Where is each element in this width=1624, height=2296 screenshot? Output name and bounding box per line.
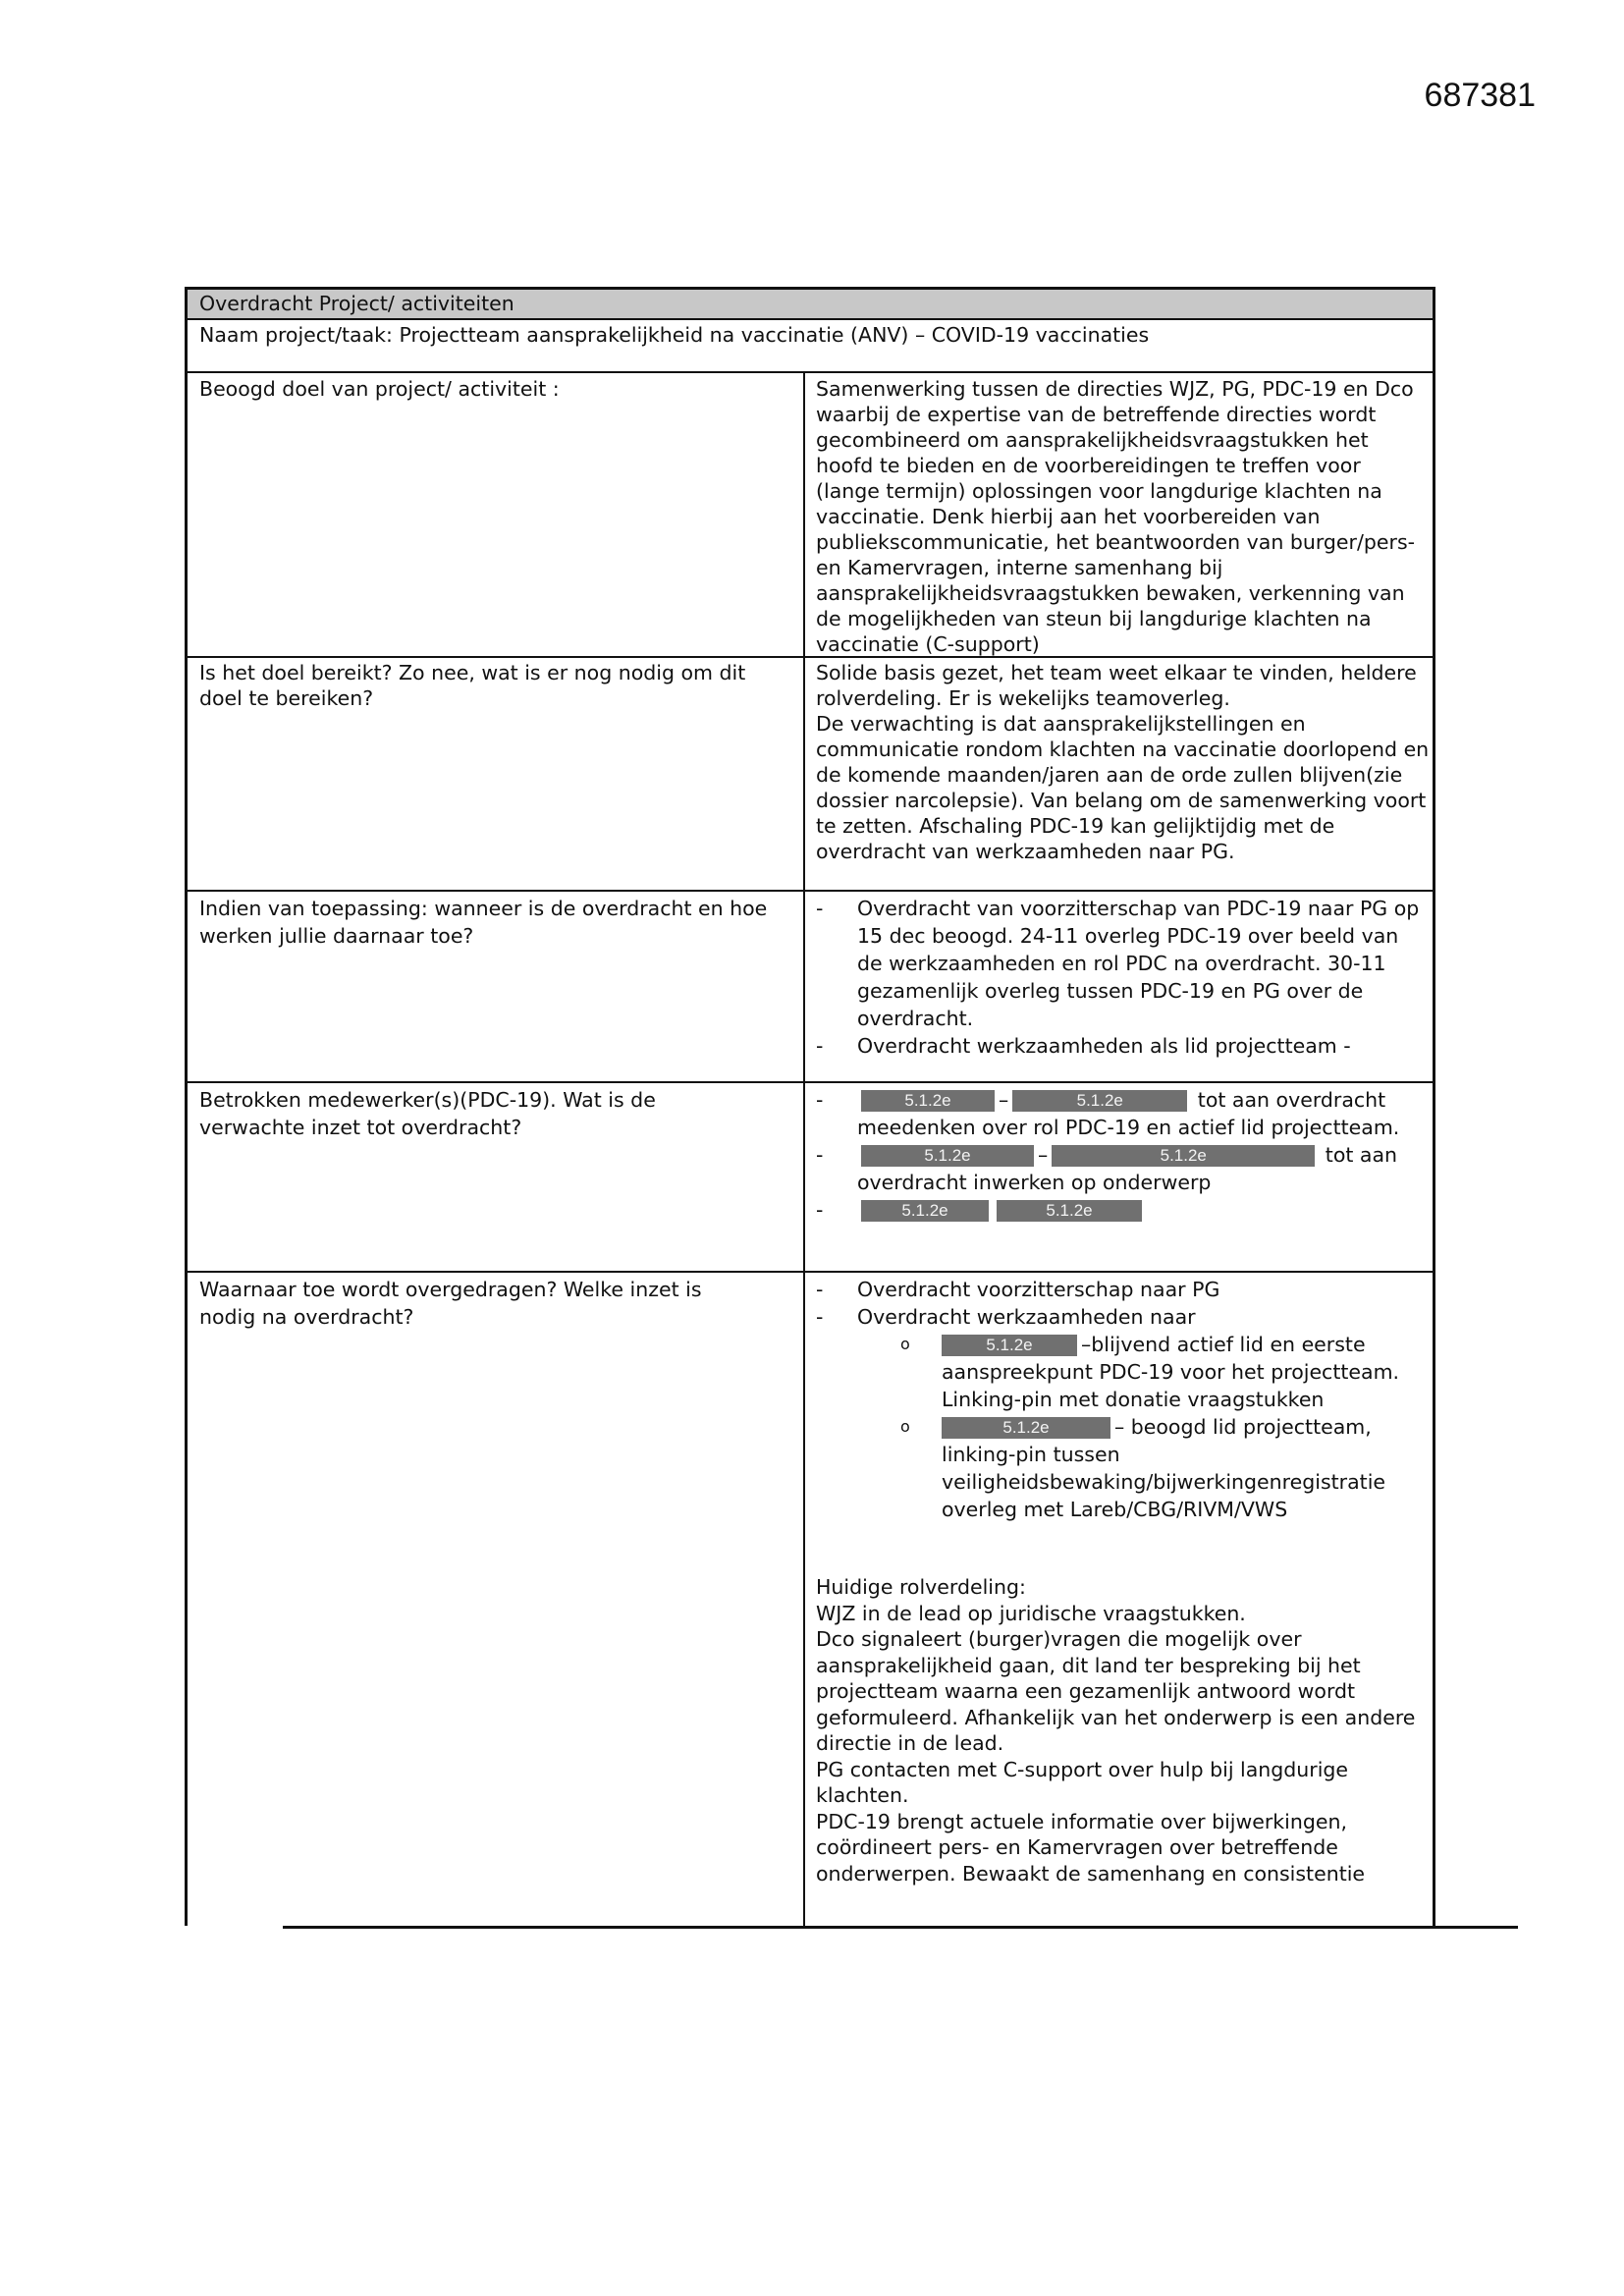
redaction-box: 5.1.2e: [997, 1200, 1142, 1222]
table-row: [188, 1273, 1433, 1929]
sub-list-item: [816, 1331, 1430, 1413]
row-answer: [816, 1276, 1430, 1886]
redaction-box: 5.1.2e: [861, 1200, 989, 1222]
table-row: [188, 658, 1433, 892]
table-row: [188, 892, 1433, 1083]
answer-paragraph: Solide basis gezet, het team weet elkaar te vinden, heldere rolverdeling. Er is wekelijks teamoverleg.: [816, 661, 1417, 710]
row-question: Betrokken medewerker(s)(PDC-19). Wat is de verwachte inzet tot overdracht?: [199, 1088, 656, 1139]
redaction-box: 5.1.2e: [942, 1417, 1110, 1439]
list-item: - Overdracht werkzaamheden naar: [816, 1303, 1430, 1331]
roles-title: Huidige rolverdeling:: [816, 1575, 1026, 1599]
redaction-box: 5.1.2e: [942, 1335, 1077, 1356]
list-item: - Overdracht van voorzitterschap van PDC-19 naar PG op 15 dec beoogd. 24-11 overleg PDC-19 over beeld van de werkzaamheden en rol PDC na overdracht. 30-11 gezamenlijk overleg tussen PDC-19 en PG over de overdracht.: [816, 895, 1430, 1032]
sub-list-text: –blijvend actief lid en eerste aanspreekpunt PDC-19 voor het projectteam. Linking-pin met donatie vraagstukken: [942, 1333, 1400, 1411]
table-bottom-line-gap: [185, 1926, 283, 1929]
answer-paragraph: De verwachting is dat aansprakelijkstellingen en communicatie rondom klachten na vaccinatie doorlopend en de komende maanden/jaren aan de orde zullen blijven(zie dossier narcolepsie). Van belang om de samenwerking voort te zetten. Afschaling PDC-19 kan gelijktijdig met de overdracht van werkzaamheden naar PG.: [816, 712, 1430, 863]
project-name: Naam project/taak: Projectteam aansprakelijkheid na vaccinatie (ANV) – COVID-19 vaccinaties: [199, 323, 1150, 347]
row-question: Beoogd doel van project/ activiteit :: [199, 377, 560, 401]
roles-paragraph: WJZ in de lead op juridische vraagstukken.: [816, 1601, 1246, 1625]
list-item: - 5.1.2e – 5.1.2e tot aan overdracht meedenken over rol PDC-19 en actief lid projectteam.: [816, 1086, 1430, 1141]
handover-table: [185, 287, 1435, 1929]
row-question: Waarnaar toe wordt overgedragen? Welke inzet is nodig na overdracht?: [199, 1278, 702, 1329]
redaction-box: 5.1.2e: [861, 1090, 995, 1112]
row-question: Is het doel bereikt? Zo nee, wat is er nog nodig om dit doel te bereiken?: [199, 661, 746, 710]
table-header-title: Overdracht Project/ activiteiten: [199, 292, 514, 315]
list-item: - Overdracht voorzitterschap naar PG: [816, 1276, 1430, 1303]
bullet-icon: o: [900, 1417, 910, 1436]
sub-list-item: [816, 1413, 1430, 1523]
row-question: Indien van toepassing: wanneer is de overdracht en hoe werken jullie daarnaar toe?: [199, 897, 768, 948]
project-name-row: [188, 320, 1433, 373]
row-answer: [816, 1086, 1430, 1224]
list-item: [816, 1196, 1430, 1224]
document-number: 687381: [1424, 77, 1536, 114]
sub-list-text: – beoogd lid projectteam, linking-pin tussen veiligheidsbewaking/bijwerkingenregistratie overleg met Lareb/CBG/RIVM/VWS: [942, 1415, 1386, 1521]
row-answer: [816, 895, 1430, 1060]
row-answer: Samenwerking tussen de directies WJZ, PG, PDC-19 en Dco waarbij de expertise van de betreffende directies wordt gecombineerd om aansprakelijkheidsvraagstukken het hoofd te bieden en de voorbereidingen te treffen voor (lange termijn) oplossingen voor langdurige klachten na vaccinatie. Denk hierbij aan het voorbereiden van publiekscommunicatie, het beantwoorden van burger/pers- en Kamervragen, interne samenhang bij aansprakelijkheidsvraagstukken bewaken, verkenning van de mogelijkheden van steun bij langdurige klachten na vaccinatie (C-support): [816, 377, 1416, 656]
row-answer: [816, 660, 1430, 864]
bullet-icon: o: [900, 1335, 910, 1353]
table-bottom-line-extension: [1435, 1926, 1518, 1929]
redaction-box: 5.1.2e: [861, 1145, 1034, 1167]
table-header: [188, 290, 1433, 320]
roles-paragraph: Dco signaleert (burger)vragen die mogelijk over aansprakelijkheid gaan, dit land ter bespreking bij het projectteam waarna een gezamenlijk antwoord wordt geformuleerd. Afhankelijk van het onderwerp is een andere directie in de lead.: [816, 1627, 1416, 1755]
list-item-text: tot aan overdracht meedenken over rol PDC-19 en actief lid projectteam.: [857, 1088, 1400, 1139]
roles-paragraph: PDC-19 brengt actuele informatie over bijwerkingen, coördineert pers- en Kamervragen over betreffende onderwerpen. Bewaakt de samenhang en consistentie: [816, 1809, 1366, 1886]
redaction-box: 5.1.2e: [1012, 1090, 1187, 1112]
list-item: - Overdracht werkzaamheden als lid projectteam -: [816, 1032, 1430, 1060]
roles-paragraph: PG contacten met C-support over hulp bij langdurige klachten.: [816, 1757, 1349, 1807]
redaction-box: 5.1.2e: [1052, 1145, 1315, 1167]
table-row: [188, 1083, 1433, 1273]
table-row: [188, 373, 1433, 658]
list-item: - 5.1.2e – 5.1.2e tot aan overdracht inwerken op onderwerp: [816, 1141, 1430, 1196]
list-item-text: tot aan overdracht inwerken op onderwerp: [857, 1143, 1398, 1194]
